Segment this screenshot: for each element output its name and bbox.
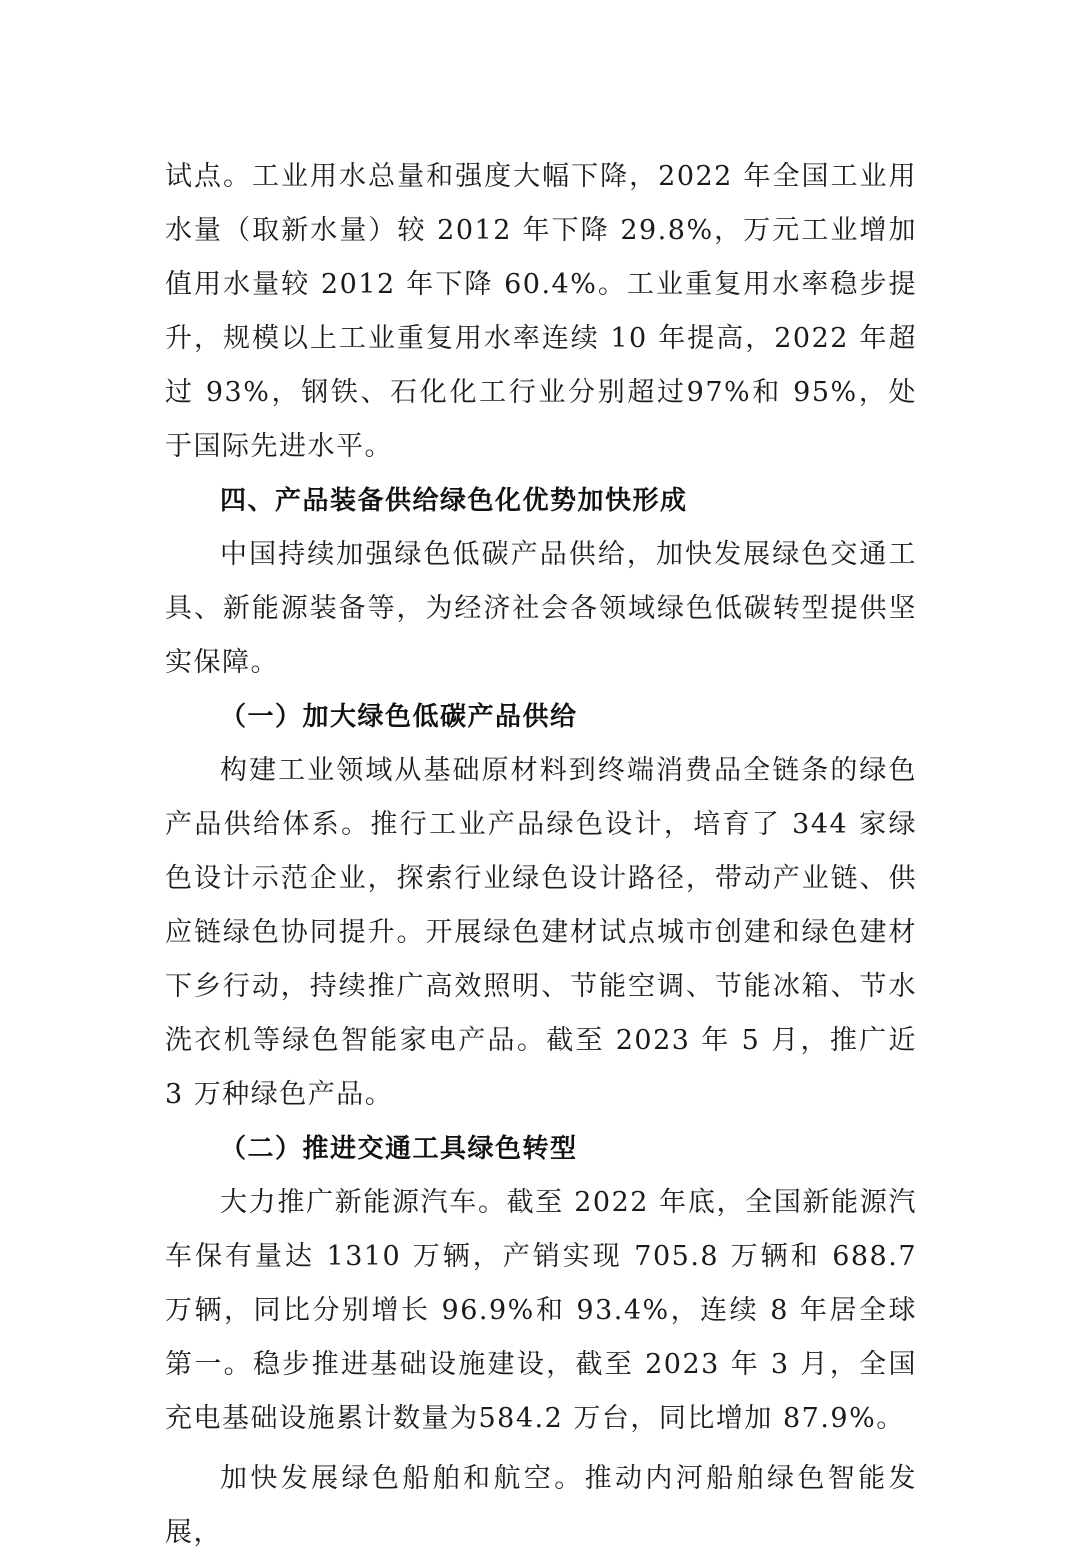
- section-heading-4: 四、产品装备供给绿色化优势加快形成: [220, 486, 688, 516]
- paragraph-green-supply-intro: 中国持续加强绿色低碳产品供给，加快发展绿色交通工具、新能源装备等，为经济社会各领域绿色低碳转型提供坚实保障。: [165, 539, 917, 678]
- subsection-heading-2: （二）推进交通工具绿色转型: [220, 1134, 578, 1164]
- subsection-heading-1: （一）加大绿色低碳产品供给: [220, 702, 578, 732]
- paragraph-green-products: 构建工业领域从基础原材料到终端消费品全链条的绿色产品供给体系。推行工业产品绿色设计，培育了 344 家绿色设计示范企业，探索行业绿色设计路径，带动产业链、供应链绿色协同提升。开展绿色建材试点城市创建和绿色建材下乡行动，持续推广高效照明、节能空调、节能冰箱、节水洗衣机等绿色智能家电产品。截至 2023 年 5 月，推广近 3 万种绿色产品。: [165, 755, 917, 1110]
- paragraph-new-energy-vehicles: 大力推广新能源汽车。截至 2022 年底，全国新能源汽车保有量达 1310 万辆，产销实现 705.8 万辆和 688.7 万辆，同比分别增长 96.9%和 93.4%，连续 8 年居全球第一。稳步推进基础设施建设，截至 2023 年 3 月，全国充电基础设施累计数量为584.2 万台，同比增加 87.9%。: [165, 1187, 917, 1434]
- paragraph-green-ships-aviation: 加快发展绿色船舶和航空。推动内河船舶绿色智能发展，: [165, 1463, 917, 1548]
- paragraph-water-use: 试点。工业用水总量和强度大幅下降，2022 年全国工业用水量（取新水量）较 2012 年下降 29.8%，万元工业增加值用水量较 2012 年下降 60.4%。工业重复用水率稳步提升，规模以上工业重复用水率连续 10 年提高，2022 年超过 93%，钢铁、石化化工行业分别超过97%和 95%，处于国际先进水平。: [165, 161, 917, 462]
- document-body: [165, 150, 917, 1560]
